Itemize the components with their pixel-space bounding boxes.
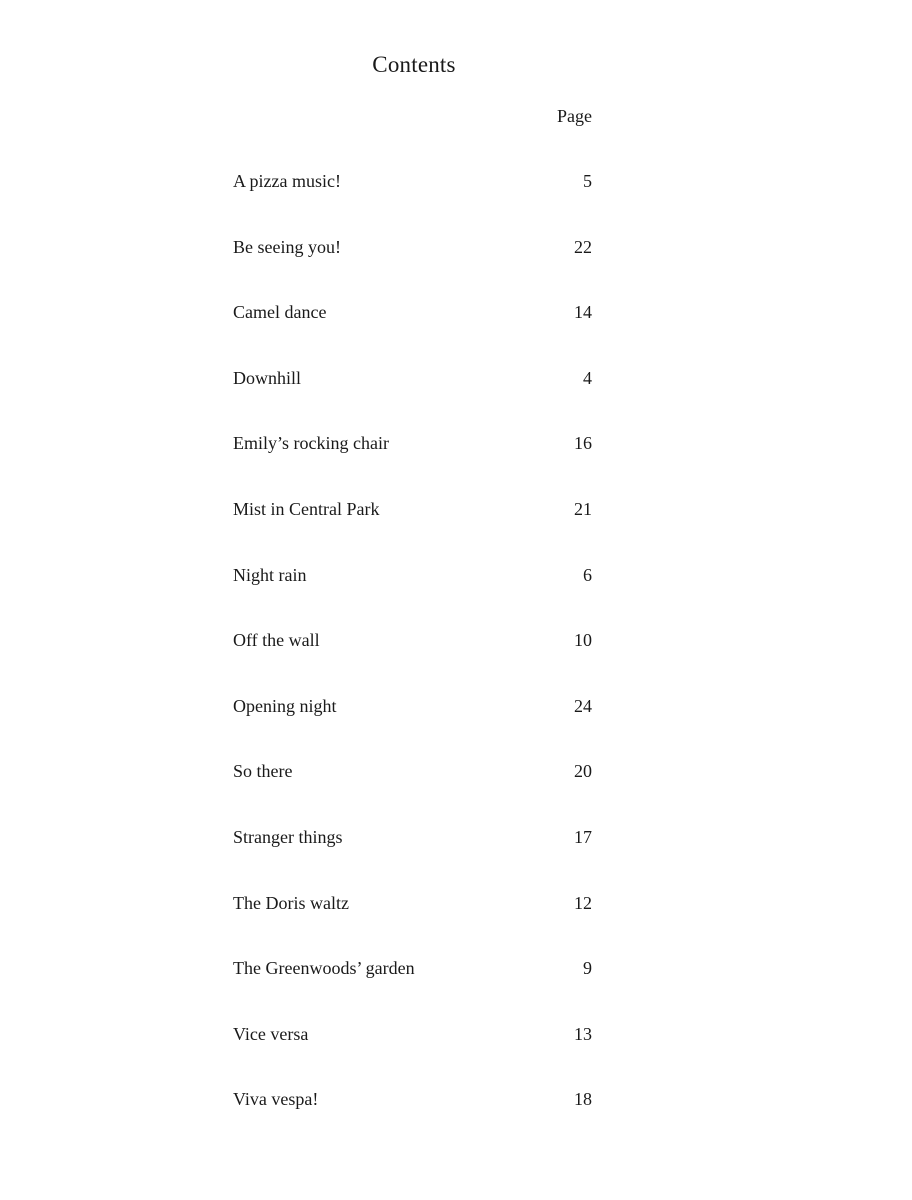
toc-entry-page-number: 6 (583, 564, 592, 585)
toc-entry (233, 565, 592, 631)
toc-entry (233, 958, 592, 1024)
toc-entry (233, 761, 592, 827)
toc-entry-page-number: 18 (574, 1089, 592, 1110)
toc-entry-title: Be seeing you! (233, 236, 341, 257)
toc-entry-title: The Greenwoods’ garden (233, 958, 415, 979)
toc-entry-page-number: 24 (574, 695, 592, 716)
toc-entry-title: Camel dance (233, 302, 327, 323)
toc-entry (233, 1024, 592, 1090)
toc-entry-title: A pizza music! (233, 171, 341, 191)
toc-entry (233, 302, 592, 368)
table-of-contents (233, 171, 592, 1155)
toc-entry-title: Stranger things (233, 826, 343, 847)
page-title: Contents (372, 52, 456, 77)
toc-entry-page-number: 17 (574, 826, 592, 847)
toc-entry-page-number: 4 (583, 367, 592, 388)
toc-entry-page-number: 13 (574, 1023, 592, 1044)
toc-entry (233, 1089, 592, 1155)
toc-entry-title: Night rain (233, 564, 307, 585)
toc-entry-page-number: 22 (574, 236, 592, 257)
toc-entry (233, 368, 592, 434)
toc-entry-title: Mist in Central Park (233, 498, 380, 519)
toc-entry (233, 630, 592, 696)
toc-entry-title: Vice versa (233, 1023, 309, 1044)
toc-entry-page-number: 14 (574, 302, 592, 323)
toc-entry (233, 499, 592, 565)
toc-entry-title: Opening night (233, 695, 337, 716)
toc-entry-page-number: 5 (583, 171, 592, 191)
toc-entry-page-number: 12 (574, 892, 592, 913)
toc-entry-title: Emily’s rocking chair (233, 433, 389, 454)
toc-entry-title: So there (233, 761, 293, 782)
toc-entry-page-number: 10 (574, 630, 592, 651)
toc-entry-title: Downhill (233, 367, 302, 388)
toc-entry-page-number: 20 (574, 761, 592, 782)
toc-entry (233, 827, 592, 893)
toc-entry (233, 893, 592, 959)
toc-entry-page-number: 16 (574, 433, 592, 454)
toc-entry-page-number: 9 (583, 958, 592, 979)
toc-entry (233, 171, 592, 237)
page-column-header: Page (557, 106, 592, 126)
toc-entry (233, 433, 592, 499)
toc-entry-title: The Doris waltz (233, 892, 349, 913)
toc-entry (233, 696, 592, 762)
toc-entry (233, 237, 592, 303)
toc-entry-page-number: 21 (574, 498, 592, 519)
toc-entry-title: Off the wall (233, 630, 320, 651)
toc-entry-title: Viva vespa! (233, 1089, 319, 1110)
